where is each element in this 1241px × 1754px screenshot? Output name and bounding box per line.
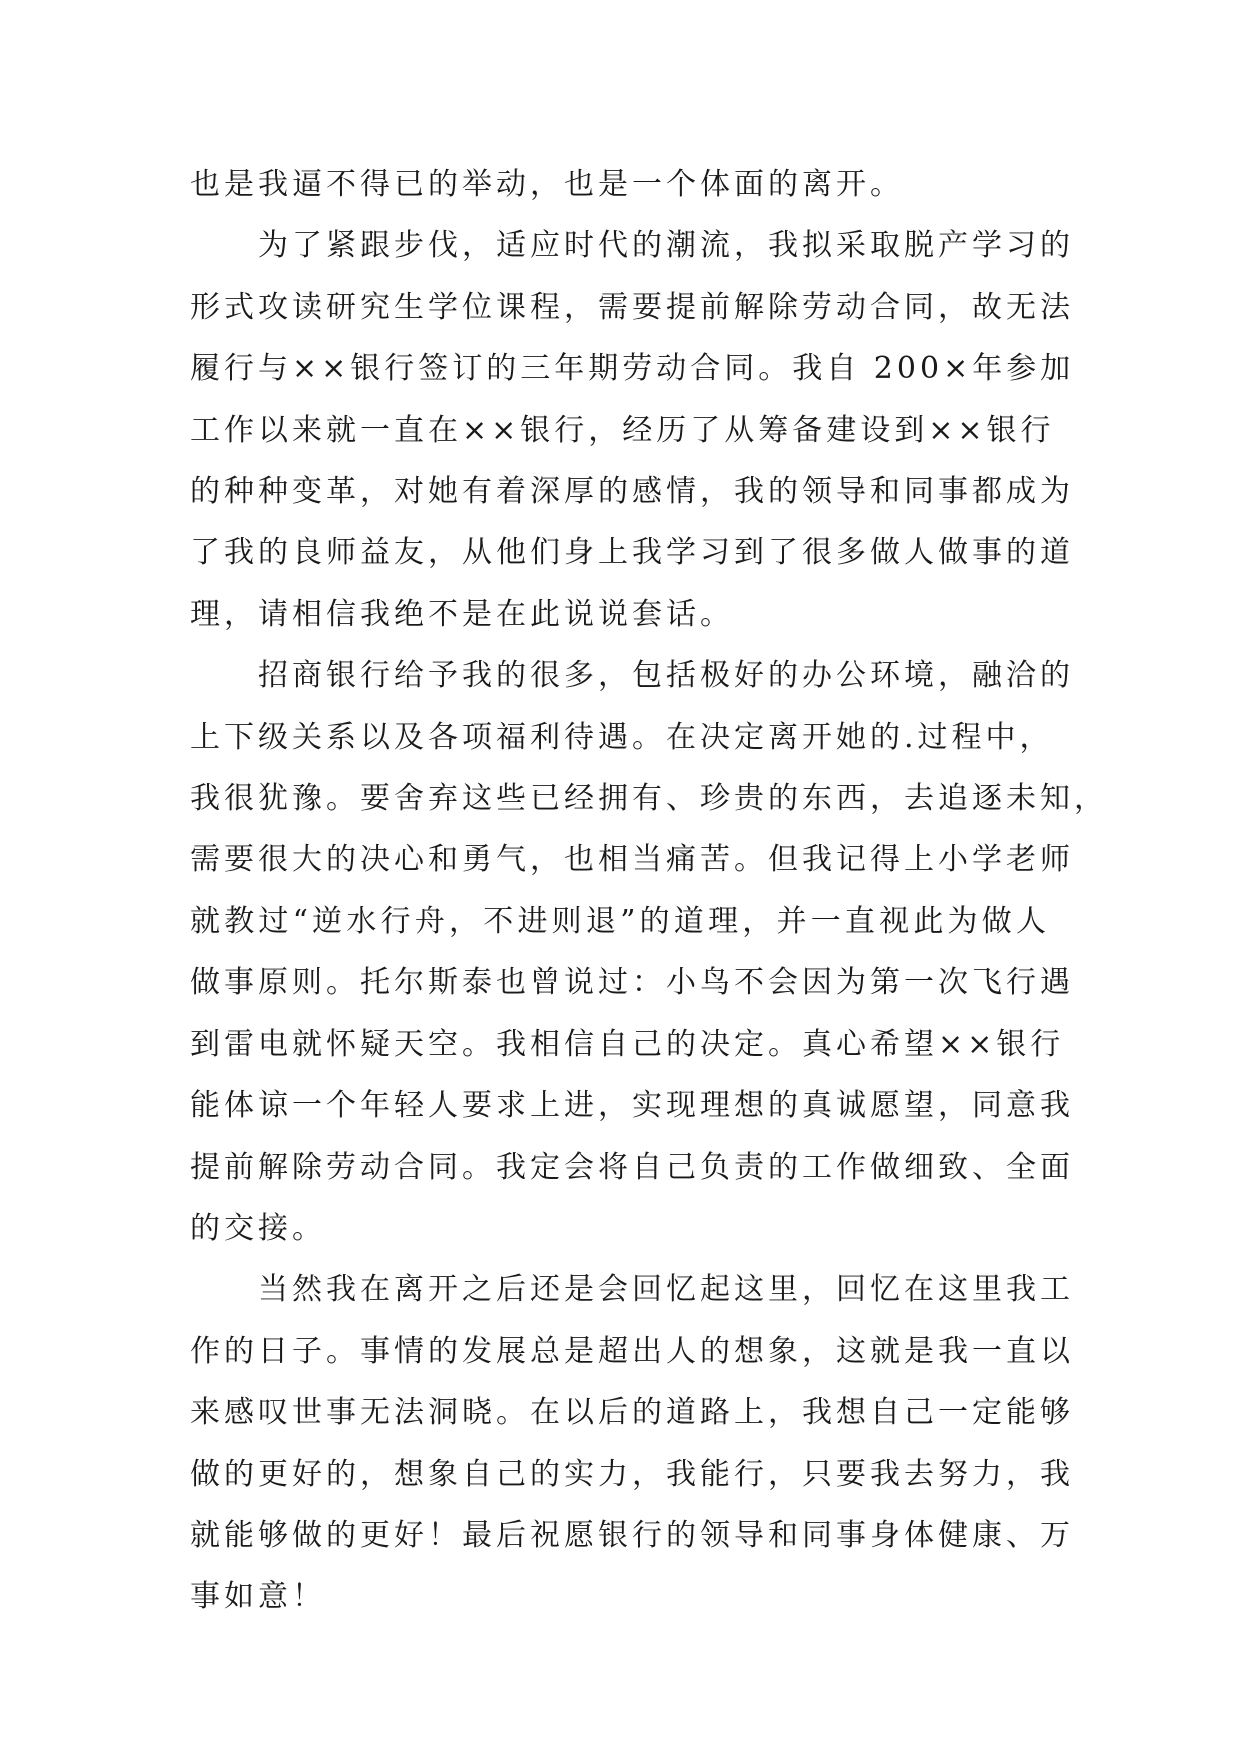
paragraph	[190, 645, 1108, 1259]
text-line: 我很犹豫。要舍弃这些已经拥有、珍贵的东西，去追逐未知，	[190, 781, 1108, 817]
text-line: 工作以来就一直在××银行，经历了从筹备建设到××银行	[190, 412, 1055, 448]
text-line: 事如意！	[190, 1579, 326, 1615]
text-line: 上下级关系以及各项福利待遇。在决定离开她的.过程中，	[190, 719, 1054, 755]
text-line: 了我的良师益友，从他们身上我学习到了很多做人做事的道	[190, 535, 1074, 571]
text-line: 做的更好的，想象自己的实力，我能行，只要我去努力，我	[190, 1456, 1074, 1492]
paragraph	[190, 1259, 1074, 1627]
text-line: 提前解除劳动合同。我定会将自己负责的工作做细致、全面	[190, 1149, 1074, 1185]
text-line: 招商银行给予我的很多，包括极好的办公环境，融洽的	[258, 658, 1074, 694]
text-line: 到雷电就怀疑天空。我相信自己的决定。真心希望××银行	[190, 1026, 1065, 1062]
text-line: 也是我逼不得已的举动，也是一个体面的离开。	[190, 167, 904, 202]
text-line: 的种种变革，对她有着深厚的感情，我的领导和同事都成为	[190, 474, 1074, 510]
text-line: 当然我在离开之后还是会回忆起这里，回忆在这里我工	[258, 1272, 1074, 1308]
document-body	[190, 154, 1108, 1628]
text-line: 理，请相信我绝不是在此说说套话。	[190, 596, 734, 632]
paragraph	[190, 215, 1075, 645]
text-line: 就能够做的更好！最后祝愿银行的领导和同事身体健康、万	[190, 1517, 1074, 1553]
text-line: 来感叹世事无法洞晓。在以后的道路上，我想自己一定能够	[190, 1395, 1074, 1431]
text-line: 做事原则。托尔斯泰也曾说过：小鸟不会因为第一次飞行遇	[190, 965, 1074, 1001]
text-line: 为了紧跟步伐，适应时代的潮流，我拟采取脱产学习的	[258, 228, 1074, 264]
text-line: 的交接。	[190, 1210, 326, 1246]
text-line: 能体谅一个年轻人要求上进，实现理想的真诚愿望，同意我	[190, 1088, 1074, 1124]
text-line: 需要很大的决心和勇气，也相当痛苦。但我记得上小学老师	[190, 842, 1074, 878]
text-line: 履行与××银行签订的三年期劳动合同。我自 200×年参加	[190, 351, 1075, 387]
text-line: 作的日子。事情的发展总是超出人的想象，这就是我一直以	[190, 1333, 1074, 1369]
text-line: 形式攻读研究生学位课程，需要提前解除劳动合同，故无法	[190, 289, 1074, 325]
text-line: 就教过“逆水行舟，不进则退”的道理，并一直视此为做人	[190, 903, 1050, 939]
paragraph	[190, 154, 1050, 215]
